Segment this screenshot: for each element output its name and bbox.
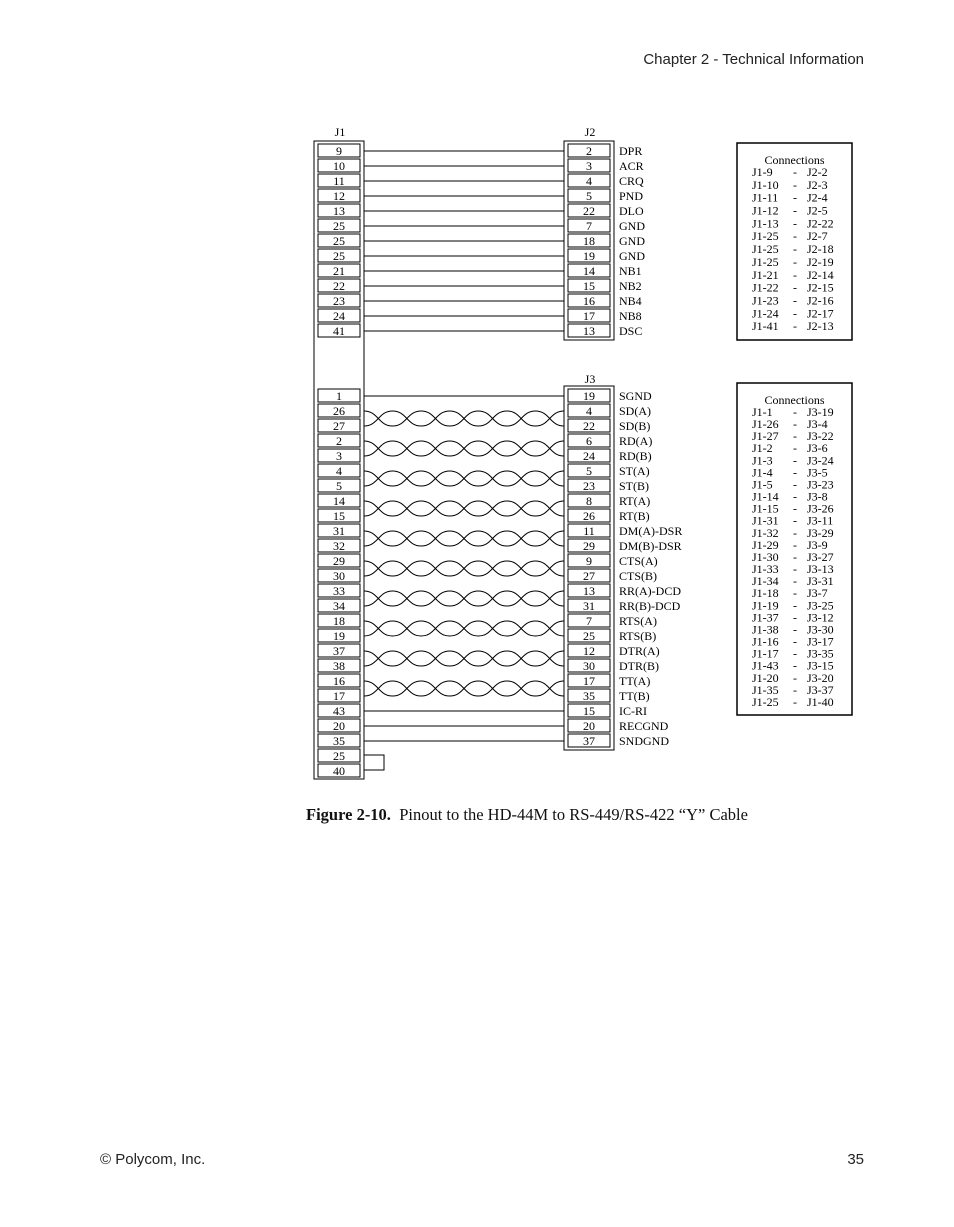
twisted-wire bbox=[364, 621, 564, 636]
j3-pin: 19 bbox=[583, 389, 595, 403]
connection-from: J1-11 bbox=[752, 190, 779, 205]
j1-pin: 11 bbox=[333, 174, 345, 188]
connection-from: J1-30 bbox=[752, 549, 779, 564]
j1-pin: 1 bbox=[336, 389, 342, 403]
connection-from: J1-24 bbox=[752, 306, 779, 321]
j3-pin: 11 bbox=[583, 524, 595, 538]
page-number: 35 bbox=[847, 1151, 864, 1168]
connection-to: J3-13 bbox=[807, 562, 834, 577]
j2-signal: PND bbox=[619, 189, 644, 203]
j2-pin: 17 bbox=[583, 309, 595, 323]
connection-to: J3-27 bbox=[807, 549, 834, 564]
connection-from: J1-25 bbox=[752, 254, 779, 269]
connection-to: J2-13 bbox=[807, 319, 834, 334]
j1-pin: 26 bbox=[333, 404, 345, 418]
j3-signal: DM(B)-DSR bbox=[619, 539, 682, 553]
connection-from: J1-19 bbox=[752, 598, 779, 613]
j3-pin: 23 bbox=[583, 479, 595, 493]
j1-pin: 13 bbox=[333, 204, 345, 218]
j2-pin: 19 bbox=[583, 249, 595, 263]
j2-connector bbox=[564, 141, 645, 340]
connection-to: J3-11 bbox=[807, 513, 834, 528]
connection-dash: - bbox=[793, 574, 797, 589]
j3-signal: CTS(A) bbox=[619, 554, 658, 568]
j2-pin: 15 bbox=[583, 279, 595, 293]
connection-to: J3-12 bbox=[807, 610, 834, 625]
copyright: © Polycom, Inc. bbox=[100, 1151, 206, 1168]
connection-to: J3-4 bbox=[807, 417, 828, 432]
connection-dash: - bbox=[793, 177, 797, 192]
connection-from: J1-25 bbox=[752, 694, 779, 709]
j1-pin: 9 bbox=[336, 144, 342, 158]
j1-pin: 16 bbox=[333, 674, 345, 688]
twisted-wire bbox=[364, 441, 564, 456]
j1-pin: 12 bbox=[333, 189, 345, 203]
connection-dash: - bbox=[793, 453, 797, 468]
connection-from: J1-13 bbox=[752, 216, 779, 231]
connection-to: J3-29 bbox=[807, 525, 834, 540]
connection-dash: - bbox=[793, 165, 797, 179]
j1-pin: 25 bbox=[333, 234, 345, 248]
j2-signal: GND bbox=[619, 234, 645, 248]
j2-pin: 14 bbox=[583, 264, 595, 278]
j1-pin: 2 bbox=[336, 434, 342, 448]
connection-from: J1-26 bbox=[752, 417, 779, 432]
connection-to: J3-19 bbox=[807, 405, 834, 419]
connection-from: J1-10 bbox=[752, 177, 779, 192]
connection-dash: - bbox=[793, 646, 797, 661]
j3-signal: RD(B) bbox=[619, 449, 652, 463]
connection-from: J1-21 bbox=[752, 267, 779, 282]
j3-signal: RR(B)-DCD bbox=[619, 599, 681, 613]
connection-from: J1-9 bbox=[752, 165, 773, 179]
connection-dash: - bbox=[793, 477, 797, 492]
connection-from: J1-29 bbox=[752, 537, 779, 552]
j3-pin: 31 bbox=[583, 599, 595, 613]
j3-signal: ST(A) bbox=[619, 464, 650, 478]
connection-dash: - bbox=[793, 280, 797, 295]
j2-pin: 18 bbox=[583, 234, 595, 248]
j3-signal: RECGND bbox=[619, 719, 669, 733]
j2-signal: GND bbox=[619, 219, 645, 233]
j1-pin: 23 bbox=[333, 294, 345, 308]
connection-to: J2-16 bbox=[807, 293, 834, 308]
connection-from: J1-34 bbox=[752, 574, 779, 589]
connection-dash: - bbox=[793, 306, 797, 321]
connection-from: J1-37 bbox=[752, 610, 779, 625]
j1-pin: 3 bbox=[336, 449, 342, 463]
connection-to: J2-7 bbox=[807, 229, 828, 244]
connection-dash: - bbox=[793, 405, 797, 419]
connection-to: J3-24 bbox=[807, 453, 834, 468]
connection-dash: - bbox=[793, 694, 797, 709]
j1-loop bbox=[364, 755, 384, 770]
j1-pin: 20 bbox=[333, 719, 345, 733]
twisted-wire bbox=[364, 651, 564, 666]
j1-pin: 40 bbox=[333, 764, 345, 778]
twisted-wire bbox=[364, 681, 564, 696]
j3-signal: DM(A)-DSR bbox=[619, 524, 683, 538]
j1-pin: 33 bbox=[333, 584, 345, 598]
j2-pin: 16 bbox=[583, 294, 595, 308]
connection-to: J3-25 bbox=[807, 598, 834, 613]
connection-dash: - bbox=[793, 513, 797, 528]
connection-dash: - bbox=[793, 190, 797, 205]
j2-pin: 4 bbox=[586, 174, 592, 188]
connection-from: J1-5 bbox=[752, 477, 773, 492]
j3-signal: RT(B) bbox=[619, 509, 650, 523]
j2-pin: 13 bbox=[583, 324, 595, 338]
j3-signal: TT(A) bbox=[619, 674, 651, 688]
connection-to: J3-22 bbox=[807, 429, 834, 444]
connection-to: J3-7 bbox=[807, 586, 828, 601]
j2-pin: 2 bbox=[586, 144, 592, 158]
connection-from: J1-43 bbox=[752, 658, 779, 673]
connection-dash: - bbox=[793, 634, 797, 649]
connection-to: J2-19 bbox=[807, 254, 834, 269]
j1-pin: 15 bbox=[333, 509, 345, 523]
connection-dash: - bbox=[793, 682, 797, 697]
j1-pin: 32 bbox=[333, 539, 345, 553]
j3-pin: 37 bbox=[583, 734, 595, 748]
j2-signal: DPR bbox=[619, 144, 643, 158]
connection-dash: - bbox=[793, 525, 797, 540]
figure-text: Pinout to the HD-44M to RS-449/RS-422 “Y” Cable bbox=[399, 805, 748, 824]
wires bbox=[364, 151, 564, 741]
j2-signal: CRQ bbox=[619, 174, 644, 188]
connection-from: J1-22 bbox=[752, 280, 779, 295]
connection-from: J1-41 bbox=[752, 319, 779, 334]
j3-pin: 20 bbox=[583, 719, 595, 733]
j3-signal: RR(A)-DCD bbox=[619, 584, 681, 598]
j3-pin: 17 bbox=[583, 674, 595, 688]
j3-pin: 12 bbox=[583, 644, 595, 658]
connection-from: J1-2 bbox=[752, 441, 773, 456]
connection-dash: - bbox=[793, 598, 797, 613]
j3-pin: 35 bbox=[583, 689, 595, 703]
connection-to: J3-20 bbox=[807, 670, 834, 685]
twisted-wire bbox=[364, 411, 564, 426]
j3-signal: TT(B) bbox=[619, 689, 650, 703]
j2-pin: 22 bbox=[583, 204, 595, 218]
connection-dash: - bbox=[793, 216, 797, 231]
connection-dash: - bbox=[793, 319, 797, 334]
connection-to: J2-3 bbox=[807, 177, 828, 192]
connection-to: J3-6 bbox=[807, 441, 828, 456]
connection-from: J1-33 bbox=[752, 562, 779, 577]
j3-signal: DTR(A) bbox=[619, 644, 660, 658]
connection-to: J3-31 bbox=[807, 574, 834, 589]
figure-label: Figure 2-10. bbox=[306, 805, 391, 824]
j2-signal: DLO bbox=[619, 204, 644, 218]
j1-pin: 18 bbox=[333, 614, 345, 628]
connection-to: J3-5 bbox=[807, 465, 828, 480]
connection-from: J1-32 bbox=[752, 525, 779, 540]
j3-signal: CTS(B) bbox=[619, 569, 658, 583]
twisted-wire bbox=[364, 561, 564, 576]
connection-dash: - bbox=[793, 586, 797, 601]
j1-pin: 41 bbox=[333, 324, 345, 338]
connection-to: J3-37 bbox=[807, 682, 834, 697]
j1-pin: 30 bbox=[333, 569, 345, 583]
connections-title: Connections bbox=[764, 393, 825, 407]
j3-signal: RD(A) bbox=[619, 434, 653, 448]
connection-to: J2-5 bbox=[807, 203, 828, 218]
twisted-wire bbox=[364, 501, 564, 516]
twisted-wire bbox=[364, 531, 564, 546]
j3-signal: SD(B) bbox=[619, 419, 651, 433]
connection-to: J3-30 bbox=[807, 622, 834, 637]
j2-signal: ACR bbox=[619, 159, 644, 173]
j2-signal: NB4 bbox=[619, 294, 642, 308]
j3-pin: 4 bbox=[586, 404, 592, 418]
twisted-wire bbox=[364, 471, 564, 486]
connection-dash: - bbox=[793, 622, 797, 637]
j1-pin: 25 bbox=[333, 219, 345, 233]
j1-pin: 29 bbox=[333, 554, 345, 568]
j3-pin: 5 bbox=[586, 464, 592, 478]
connection-from: J1-25 bbox=[752, 229, 779, 244]
connection-from: J1-25 bbox=[752, 242, 779, 257]
j2-signal: NB8 bbox=[619, 309, 642, 323]
j3-pin: 30 bbox=[583, 659, 595, 673]
twisted-wire bbox=[364, 591, 564, 606]
j3-pin: 7 bbox=[586, 614, 592, 628]
j1-pin: 24 bbox=[333, 309, 345, 323]
j1-connector bbox=[314, 141, 384, 779]
connection-to: J2-17 bbox=[807, 306, 834, 321]
j3-pin: 15 bbox=[583, 704, 595, 718]
j1-pin: 38 bbox=[333, 659, 345, 673]
j3-signal: SGND bbox=[619, 389, 652, 403]
connection-from: J1-20 bbox=[752, 670, 779, 685]
connection-dash: - bbox=[793, 658, 797, 673]
connection-to: J3-23 bbox=[807, 477, 834, 492]
connection-from: J1-35 bbox=[752, 682, 779, 697]
connection-to: J2-4 bbox=[807, 190, 828, 205]
j2-signal: NB1 bbox=[619, 264, 642, 278]
connection-from: J1-17 bbox=[752, 646, 779, 661]
figure-caption bbox=[306, 805, 748, 825]
connection-to: J3-17 bbox=[807, 634, 834, 649]
connection-dash: - bbox=[793, 465, 797, 480]
j2-label: J2 bbox=[584, 125, 596, 139]
connection-from: J1-38 bbox=[752, 622, 779, 637]
connection-from: J1-3 bbox=[752, 453, 773, 468]
j3-pin: 22 bbox=[583, 419, 595, 433]
j1-pin: 34 bbox=[333, 599, 345, 613]
j3-connector bbox=[564, 386, 682, 750]
j3-signal: RTS(B) bbox=[619, 629, 657, 643]
j3-signal: RTS(A) bbox=[619, 614, 657, 628]
j1-pin: 19 bbox=[333, 629, 345, 643]
connection-dash: - bbox=[793, 549, 797, 564]
j3-pin: 26 bbox=[583, 509, 595, 523]
connection-from: J1-4 bbox=[752, 465, 773, 480]
connection-dash: - bbox=[793, 610, 797, 625]
connection-to: J3-35 bbox=[807, 646, 834, 661]
connection-from: J1-23 bbox=[752, 293, 779, 308]
j3-pin: 24 bbox=[583, 449, 595, 463]
connection-dash: - bbox=[793, 242, 797, 257]
j1-pin: 35 bbox=[333, 734, 345, 748]
j3-signal: ST(B) bbox=[619, 479, 649, 493]
j3-pin: 8 bbox=[586, 494, 592, 508]
connection-dash: - bbox=[793, 562, 797, 577]
connection-to: J2-14 bbox=[807, 267, 834, 282]
connection-dash: - bbox=[793, 429, 797, 444]
connection-from: J1-1 bbox=[752, 405, 773, 419]
connection-from: J1-16 bbox=[752, 634, 779, 649]
j3-signal: DTR(B) bbox=[619, 659, 659, 673]
j1-pin: 17 bbox=[333, 689, 345, 703]
j3-signal: IC-RI bbox=[619, 704, 647, 718]
connection-from: J1-31 bbox=[752, 513, 779, 528]
j2-pin: 3 bbox=[586, 159, 592, 173]
j1-pin: 10 bbox=[333, 159, 345, 173]
connection-dash: - bbox=[793, 489, 797, 504]
connection-to: J2-18 bbox=[807, 242, 834, 257]
chapter-header: Chapter 2 - Technical Information bbox=[643, 51, 864, 68]
connection-dash: - bbox=[793, 670, 797, 685]
j3-signal: RT(A) bbox=[619, 494, 651, 508]
connection-to: J3-9 bbox=[807, 537, 828, 552]
j1-pin: 14 bbox=[333, 494, 345, 508]
j3-pin: 13 bbox=[583, 584, 595, 598]
j1-pin: 43 bbox=[333, 704, 345, 718]
connection-dash: - bbox=[793, 203, 797, 218]
j1-pin: 25 bbox=[333, 749, 345, 763]
j1-pin: 31 bbox=[333, 524, 345, 538]
connection-to: J2-15 bbox=[807, 280, 834, 295]
connection-to: J2-2 bbox=[807, 165, 828, 179]
j3-label: J3 bbox=[584, 372, 596, 386]
connection-dash: - bbox=[793, 293, 797, 308]
j1-pin: 22 bbox=[333, 279, 345, 293]
j1-pin: 21 bbox=[333, 264, 345, 278]
connection-to: J3-26 bbox=[807, 501, 834, 516]
j3-pin: 27 bbox=[583, 569, 595, 583]
connection-to: J2-22 bbox=[807, 216, 834, 231]
connection-to: J1-40 bbox=[807, 694, 834, 709]
j1-pin: 5 bbox=[336, 479, 342, 493]
j1-pin: 4 bbox=[336, 464, 342, 478]
j3-pin: 25 bbox=[583, 629, 595, 643]
connection-from: J1-14 bbox=[752, 489, 779, 504]
connection-dash: - bbox=[793, 441, 797, 456]
connection-dash: - bbox=[793, 501, 797, 516]
connection-to: J3-15 bbox=[807, 658, 834, 673]
connection-to: J3-8 bbox=[807, 489, 828, 504]
j2-pin: 7 bbox=[586, 219, 592, 233]
connection-from: J1-12 bbox=[752, 203, 779, 218]
j3-pin: 29 bbox=[583, 539, 595, 553]
j2-pin: 5 bbox=[586, 189, 592, 203]
connection-from: J1-18 bbox=[752, 586, 779, 601]
connection-dash: - bbox=[793, 417, 797, 432]
connection-dash: - bbox=[793, 267, 797, 282]
j1-pin: 25 bbox=[333, 249, 345, 263]
j3-signal: SD(A) bbox=[619, 404, 651, 418]
j3-connections-box bbox=[737, 383, 852, 715]
j3-signal: SNDGND bbox=[619, 734, 670, 748]
j1-pin: 37 bbox=[333, 644, 345, 658]
j2-signal: NB2 bbox=[619, 279, 642, 293]
j3-pin: 9 bbox=[586, 554, 592, 568]
j1-label: J1 bbox=[334, 125, 346, 139]
j3-pin: 6 bbox=[586, 434, 592, 448]
connection-dash: - bbox=[793, 254, 797, 269]
connections-title: Connections bbox=[764, 153, 825, 167]
j2-signal: DSC bbox=[619, 324, 643, 338]
j2-signal: GND bbox=[619, 249, 645, 263]
connection-dash: - bbox=[793, 537, 797, 552]
j2-connections-box bbox=[737, 143, 852, 340]
connection-dash: - bbox=[793, 229, 797, 244]
connection-from: J1-27 bbox=[752, 429, 779, 444]
j1-pin: 27 bbox=[333, 419, 345, 433]
connection-from: J1-15 bbox=[752, 501, 779, 516]
